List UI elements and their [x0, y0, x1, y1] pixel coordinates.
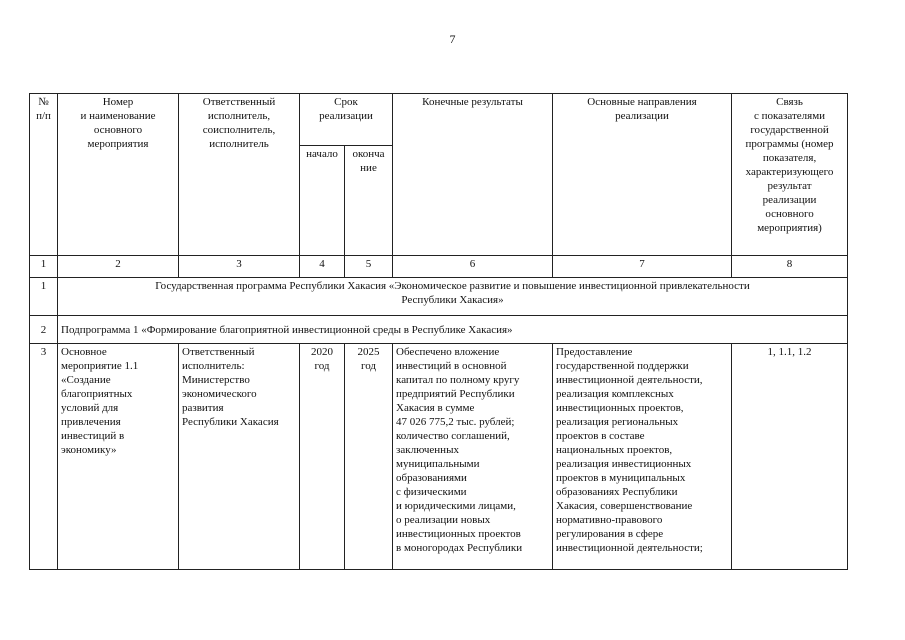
text-line: нормативно-правового [556, 514, 663, 526]
text-line: инвестиций в основной [396, 360, 507, 372]
header-num [30, 94, 58, 256]
text-line: результат [767, 180, 812, 192]
page-number: 7 [449, 32, 456, 46]
column-index: 4 [300, 256, 345, 278]
text-line: инвестиционных проектов, [556, 402, 684, 414]
text-line: с физическими [396, 486, 467, 498]
header-end [345, 146, 393, 256]
table-row [30, 278, 848, 316]
text-line: 2020 [311, 346, 333, 358]
header-link [732, 94, 848, 256]
header-name [58, 94, 179, 256]
text-line: и юридическими лицами, [396, 500, 516, 512]
text-line: государственной поддержки [556, 360, 689, 372]
table-header-row [30, 94, 848, 146]
text-line: заключенных [396, 444, 459, 456]
text-line: развития [182, 402, 224, 414]
text-line: основного [765, 208, 814, 220]
text-line: экономику» [61, 444, 117, 456]
text-line: реализации [615, 110, 669, 122]
text-line: благоприятных [61, 388, 133, 400]
text-line: мероприятия [87, 138, 149, 150]
text-line: исполнитель, [207, 110, 271, 122]
text-line: о реализации новых [396, 514, 491, 526]
text-line: ние [360, 162, 377, 174]
text-line: соисполнитель, [202, 124, 276, 136]
text-line: начало [306, 148, 338, 160]
text-line: привлечения [61, 416, 121, 428]
text-line: условий для [61, 402, 119, 414]
text-line: 2025 [357, 346, 380, 358]
row-number: 3 [30, 344, 58, 570]
subprogram-title: Подпрограмма 1 «Формирование благоприятной инвестиционной среды в Республике Хакасия» [58, 316, 848, 344]
activity-end [345, 344, 393, 570]
text-line: и наименование [80, 110, 156, 122]
table-row [30, 316, 848, 344]
text-line: предприятий Республики [396, 388, 515, 400]
header-responsible [179, 94, 300, 256]
text-line: Основное [61, 346, 107, 358]
column-index: 6 [393, 256, 553, 278]
column-index-row [30, 256, 848, 278]
text-line: исполнитель [209, 138, 269, 150]
header-results [393, 94, 553, 256]
program-title [58, 278, 848, 316]
text-line: Республики Хакасия» [401, 294, 504, 306]
text-line: оконча [352, 148, 385, 160]
text-line: экономического [182, 388, 257, 400]
text-line: реализации [762, 194, 817, 206]
text-line: реализация региональных [556, 416, 679, 428]
text-line: регулирования в сфере [556, 528, 664, 540]
text-line: Республики Хакасия [182, 416, 279, 428]
text-line: Обеспечено вложение [396, 346, 500, 358]
column-index: 3 [179, 256, 300, 278]
activity-name [58, 344, 179, 570]
text-line: год [314, 360, 330, 372]
text-line: образованиями [396, 472, 467, 484]
text-line: проектов в муниципальных [556, 472, 686, 484]
text-line: № [38, 96, 49, 108]
row-number: 2 [30, 316, 58, 344]
text-line: мероприятие 1.1 [61, 360, 139, 372]
text-line: Государственная программа Республики Хакасия «Экономическое развитие и повышение инвестиционной привлекательности [155, 280, 750, 292]
text-line: инвестиционных проектов [396, 528, 521, 540]
text-line: инвестиционной деятельности; [556, 542, 703, 554]
text-line: Конечные результаты [422, 96, 523, 108]
text-line: количество соглашений, [396, 430, 510, 442]
text-line: исполнитель: [182, 360, 245, 372]
text-line: образованиях Республики [556, 486, 678, 498]
text-line: муниципальными [396, 458, 480, 470]
text-line: показателя, [762, 152, 817, 164]
text-line: с показателями [753, 110, 826, 122]
activity-responsible [179, 344, 300, 570]
text-line: национальных проектов, [556, 444, 673, 456]
table-row [30, 344, 848, 570]
text-line: инвестиций в [61, 430, 125, 442]
column-index: 7 [553, 256, 732, 278]
text-line: характеризующего [745, 166, 834, 178]
text-line: инвестиционной деятельности, [556, 374, 703, 386]
text-line: Ответственный [202, 96, 276, 108]
text-line: п/п [36, 110, 51, 122]
activity-directions [553, 344, 732, 570]
text-line: программы (номер [745, 138, 834, 150]
text-line: реализация инвестиционных [556, 458, 692, 470]
text-line: год [360, 360, 377, 372]
text-line: Хакасия в сумме [396, 402, 475, 414]
text-line: реализация комплексных [556, 388, 674, 400]
header-period [300, 94, 393, 146]
text-line: Основные направления [587, 96, 697, 108]
text-line: мероприятия) [757, 222, 822, 234]
activity-link: 1, 1.1, 1.2 [732, 344, 848, 570]
text-line: реализации [319, 110, 373, 122]
text-line: Связь [776, 96, 803, 108]
text-line: капитал по полному кругу [396, 374, 520, 386]
text-line: Хакасия, совершенствование [556, 500, 693, 512]
text-line: в моногородах Республики [396, 542, 523, 554]
column-index: 2 [58, 256, 179, 278]
column-index: 1 [30, 256, 58, 278]
header-directions [553, 94, 732, 256]
text-line: Министерство [182, 374, 250, 386]
text-line: 47 026 775,2 тыс. рублей; [396, 416, 515, 428]
activity-results [393, 344, 553, 570]
text-line: основного [93, 124, 143, 136]
text-line: «Создание [61, 374, 111, 386]
activities-table [29, 93, 848, 570]
text-line: Номер [102, 96, 134, 108]
row-number: 1 [30, 278, 58, 316]
text-line: Ответственный [182, 346, 255, 358]
text-line: государственной [750, 124, 829, 136]
text-line: Предоставление [556, 346, 633, 358]
column-index: 5 [345, 256, 393, 278]
text-line: проектов в составе [556, 430, 645, 442]
text-line: Срок [334, 96, 358, 108]
activity-start [300, 344, 345, 570]
column-index: 8 [732, 256, 848, 278]
header-start [300, 146, 345, 256]
